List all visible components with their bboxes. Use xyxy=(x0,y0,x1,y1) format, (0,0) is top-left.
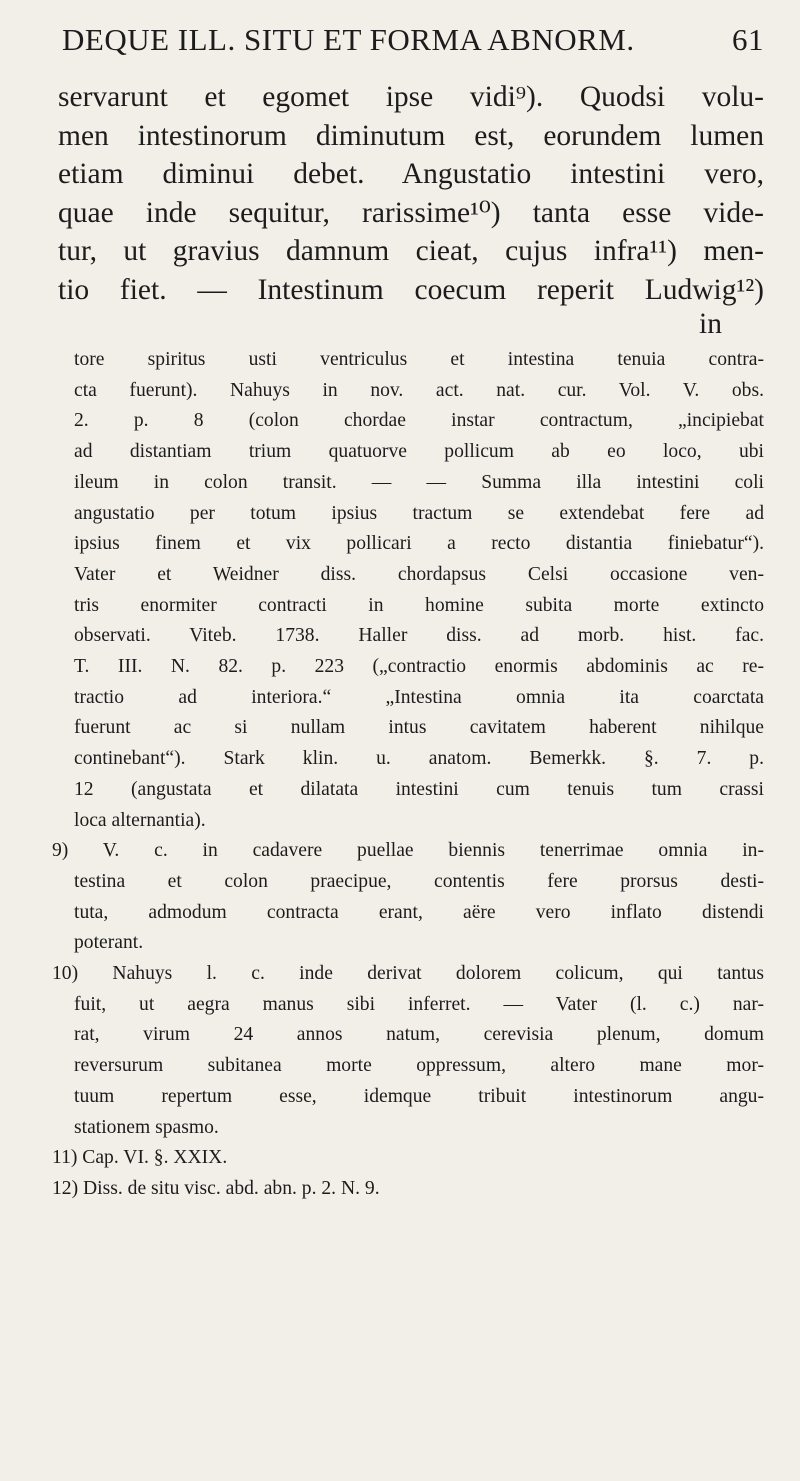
footnote-line: observati. Viteb. 1738. Haller diss. ad morb. hist. fac. xyxy=(74,625,764,647)
running-head-title: DEQUE ILL. SITU ET FORMA ABNORM. xyxy=(62,22,635,57)
footnote-line: tuta, admodum contracta erant, aëre vero inflato distendi xyxy=(74,901,764,923)
footnote-line: 10) Nahuys l. c. inde derivat dolorem colicum, qui tantus xyxy=(52,963,764,985)
footnote-line: Vater et Weidner diss. chordapsus Celsi occasione ven- xyxy=(74,563,764,585)
footnote-line: continebant“). Stark klin. u. anatom. Bemerkk. §. 7. p. xyxy=(74,748,764,770)
footnote-line: T. III. N. 82. p. 223 („contractio enormis abdominis ac re- xyxy=(74,656,764,678)
body-line: men intestinorum diminutum est, eorundem lumen xyxy=(58,119,764,152)
running-head xyxy=(52,18,764,62)
footnote-line: stationem spasmo. xyxy=(74,1116,219,1138)
footnote-line: ileum in colon transit. — — Summa illa intestini coli xyxy=(74,471,764,493)
footnote-line: cta fuerunt). Nahuys in nov. act. nat. cur. Vol. V. obs. xyxy=(74,379,764,401)
footnote-line: 11) Cap. VI. §. XXIX. xyxy=(52,1147,228,1169)
body-line: servarunt et egomet ipse vidi⁹). Quodsi volu- xyxy=(58,81,764,113)
footnote-line: ad distantiam trium quatuorve pollicum ab eo loco, ubi xyxy=(74,441,764,463)
footnote-line: tuum repertum esse, idemque tribuit intestinorum angu- xyxy=(74,1085,764,1107)
footnote-line: testina et colon praecipue, contentis fere prorsus desti- xyxy=(74,870,764,892)
footnote-line: loca alternantia). xyxy=(74,809,206,831)
footnote-line: 9) V. c. in cadavere puellae biennis tenerrimae omnia in- xyxy=(52,840,764,862)
body-line: tio fiet. — Intestinum coecum reperit Ludwig¹²) xyxy=(58,273,764,306)
book-page xyxy=(52,18,764,1205)
footnote-line: reversurum subitanea morte oppressum, altero mane mor- xyxy=(74,1055,764,1077)
footnote-line: 12 (angustata et dilatata intestini cum tenuis tum crassi xyxy=(74,778,764,800)
page-number: 61 xyxy=(732,22,764,57)
footnote-line: 12) Diss. de situ visc. abd. abn. p. 2. N. 9. xyxy=(52,1177,380,1199)
footnote-line: ipsius finem et vix pollicari a recto distantia finiebatur“). xyxy=(74,533,764,555)
footnote-line: rat, virum 24 annos natum, cerevisia plenum, domum xyxy=(74,1024,764,1046)
footnote-line: tractio ad interiora.“ „Intestina omnia ita coarctata xyxy=(74,686,764,708)
footnote-line: fuit, ut aegra manus sibi inferret. — Vater (l. c.) nar- xyxy=(74,993,764,1015)
footnote-line: poterant. xyxy=(74,932,144,954)
body-line: quae inde sequitur, rarissime¹⁰) tanta esse vide- xyxy=(58,196,764,229)
catchword: in xyxy=(699,308,722,340)
footnote-line: fuerunt ac si nullam intus cavitatem haberent nihilque xyxy=(74,717,764,739)
footnotes xyxy=(52,345,764,1205)
body-text xyxy=(52,78,764,309)
body-line: tur, ut gravius damnum cieat, cujus infra¹¹) men- xyxy=(58,235,764,267)
footnote-line: angustatio per totum ipsius tractum se extendebat fere ad xyxy=(74,502,764,524)
body-line: etiam diminui debet. Angustatio intestini vero, xyxy=(58,158,764,190)
footnote-line: tris enormiter contracti in homine subita morte extincto xyxy=(74,594,764,616)
footnote-line: 2. p. 8 (colon chordae instar contractum, „incipiebat xyxy=(74,410,764,432)
footnote-line: tore spiritus usti ventriculus et intestina tenuia contra- xyxy=(74,349,764,370)
